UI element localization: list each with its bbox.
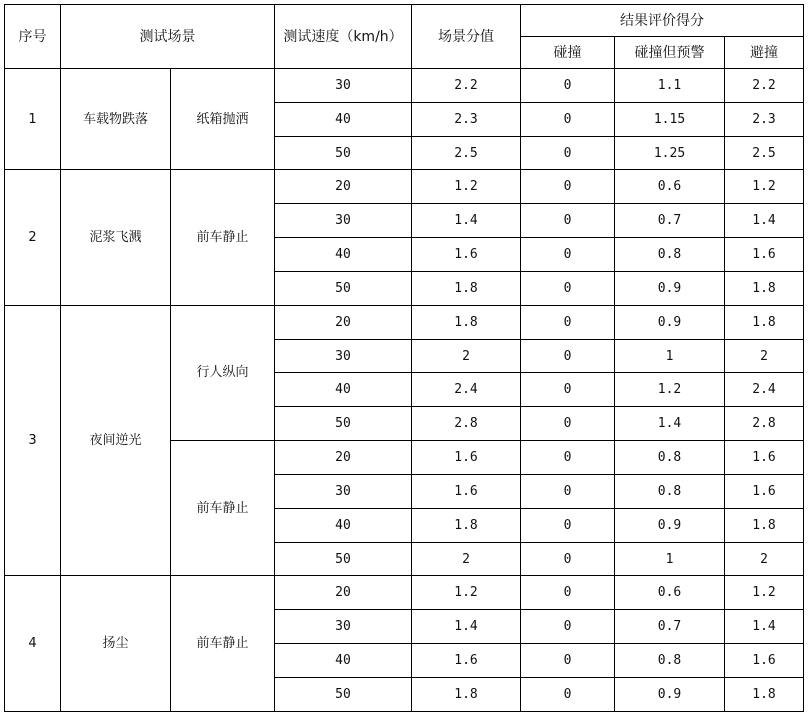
cell-sub-scenario: 前车静止 (171, 170, 275, 305)
cell-avoid: 2.2 (725, 69, 804, 103)
cell-collision: 0 (521, 407, 615, 441)
cell-speed: 50 (275, 677, 412, 711)
cell-sub-scenario: 纸箱抛洒 (171, 69, 275, 170)
cell-speed: 30 (275, 339, 412, 373)
cell-collision-warning: 0.8 (615, 644, 725, 678)
cell-collision-warning: 1.2 (615, 373, 725, 407)
table-row (5, 69, 804, 103)
cell-collision-warning: 1 (615, 339, 725, 373)
cell-collision-warning: 0.8 (615, 441, 725, 475)
cell-scenario-score: 1.6 (412, 474, 521, 508)
cell-speed: 50 (275, 407, 412, 441)
cell-speed: 40 (275, 102, 412, 136)
cell-scenario-score: 1.2 (412, 170, 521, 204)
cell-collision: 0 (521, 339, 615, 373)
cell-speed: 40 (275, 508, 412, 542)
cell-index: 2 (5, 170, 61, 305)
cell-avoid: 1.4 (725, 204, 804, 238)
cell-avoid: 1.6 (725, 238, 804, 272)
cell-avoid: 2.3 (725, 102, 804, 136)
cell-sub-scenario: 前车静止 (171, 441, 275, 576)
cell-avoid: 1.6 (725, 644, 804, 678)
cell-collision: 0 (521, 238, 615, 272)
cell-scenario-score: 2.4 (412, 373, 521, 407)
cell-collision-warning: 0.9 (615, 305, 725, 339)
cell-scenario-score: 1.8 (412, 271, 521, 305)
cell-speed: 20 (275, 305, 412, 339)
cell-collision: 0 (521, 102, 615, 136)
cell-avoid: 2.5 (725, 136, 804, 170)
cell-scenario-score: 1.2 (412, 576, 521, 610)
header-collision: 碰撞 (521, 37, 615, 69)
cell-scenario-score: 1.4 (412, 204, 521, 238)
cell-scenario-score: 1.4 (412, 610, 521, 644)
cell-sub-scenario: 前车静止 (171, 576, 275, 712)
cell-collision-warning: 0.9 (615, 271, 725, 305)
cell-collision: 0 (521, 373, 615, 407)
cell-collision-warning: 1.15 (615, 102, 725, 136)
cell-collision-warning: 0.8 (615, 238, 725, 272)
cell-collision: 0 (521, 542, 615, 576)
cell-collision: 0 (521, 69, 615, 103)
cell-collision-warning: 0.7 (615, 610, 725, 644)
cell-speed: 30 (275, 474, 412, 508)
cell-scenario-score: 1.8 (412, 508, 521, 542)
cell-avoid: 1.8 (725, 677, 804, 711)
cell-scenario-score: 2.2 (412, 69, 521, 103)
cell-avoid: 1.6 (725, 474, 804, 508)
cell-index: 1 (5, 69, 61, 170)
cell-collision: 0 (521, 644, 615, 678)
header-speed: 测试速度（km/h） (275, 5, 412, 69)
cell-collision-warning: 1.1 (615, 69, 725, 103)
cell-collision-warning: 0.6 (615, 576, 725, 610)
cell-speed: 30 (275, 610, 412, 644)
cell-scenario-score: 1.8 (412, 677, 521, 711)
cell-scenario: 泥浆飞溅 (61, 170, 171, 305)
cell-avoid: 2.4 (725, 373, 804, 407)
cell-collision: 0 (521, 576, 615, 610)
cell-scenario-score: 1.6 (412, 441, 521, 475)
cell-speed: 30 (275, 204, 412, 238)
cell-collision: 0 (521, 610, 615, 644)
cell-sub-scenario: 行人纵向 (171, 305, 275, 440)
cell-index: 4 (5, 576, 61, 712)
header-result-group: 结果评价得分 (521, 5, 804, 37)
cell-avoid: 2.8 (725, 407, 804, 441)
cell-avoid: 1.2 (725, 170, 804, 204)
cell-index: 3 (5, 305, 61, 576)
cell-avoid: 1.2 (725, 576, 804, 610)
cell-collision: 0 (521, 271, 615, 305)
cell-scenario: 车载物跌落 (61, 69, 171, 170)
table-body (5, 69, 804, 712)
cell-collision: 0 (521, 305, 615, 339)
cell-scenario-score: 2.3 (412, 102, 521, 136)
cell-speed: 50 (275, 271, 412, 305)
cell-scenario: 夜间逆光 (61, 305, 171, 576)
table-row (5, 170, 804, 204)
cell-scenario-score: 2 (412, 542, 521, 576)
cell-avoid: 1.6 (725, 441, 804, 475)
cell-collision-warning: 0.8 (615, 474, 725, 508)
cell-speed: 50 (275, 542, 412, 576)
scenario-score-table (4, 4, 804, 712)
cell-collision-warning: 0.6 (615, 170, 725, 204)
cell-avoid: 1.8 (725, 305, 804, 339)
header-row-1 (5, 5, 804, 37)
cell-speed: 40 (275, 644, 412, 678)
cell-speed: 20 (275, 170, 412, 204)
table-row (5, 576, 804, 610)
cell-scenario: 扬尘 (61, 576, 171, 712)
cell-collision: 0 (521, 170, 615, 204)
header-avoid: 避撞 (725, 37, 804, 69)
cell-avoid: 2 (725, 542, 804, 576)
cell-collision-warning: 1.25 (615, 136, 725, 170)
cell-collision-warning: 0.9 (615, 677, 725, 711)
table-row (5, 305, 804, 339)
cell-collision-warning: 0.7 (615, 204, 725, 238)
cell-scenario-score: 1.6 (412, 238, 521, 272)
cell-collision: 0 (521, 474, 615, 508)
cell-speed: 40 (275, 238, 412, 272)
header-index: 序号 (5, 5, 61, 69)
cell-speed: 30 (275, 69, 412, 103)
cell-collision-warning: 0.9 (615, 508, 725, 542)
header-scenario-score: 场景分值 (412, 5, 521, 69)
cell-collision-warning: 1.4 (615, 407, 725, 441)
cell-collision-warning: 1 (615, 542, 725, 576)
cell-speed: 20 (275, 576, 412, 610)
cell-scenario-score: 2 (412, 339, 521, 373)
cell-collision: 0 (521, 677, 615, 711)
cell-collision: 0 (521, 204, 615, 238)
cell-scenario-score: 1.8 (412, 305, 521, 339)
cell-collision: 0 (521, 136, 615, 170)
header-scenario: 测试场景 (61, 5, 275, 69)
cell-avoid: 1.8 (725, 508, 804, 542)
cell-speed: 20 (275, 441, 412, 475)
cell-scenario-score: 2.5 (412, 136, 521, 170)
header-collision-warning: 碰撞但预警 (615, 37, 725, 69)
cell-speed: 50 (275, 136, 412, 170)
cell-speed: 40 (275, 373, 412, 407)
cell-collision: 0 (521, 441, 615, 475)
cell-scenario-score: 2.8 (412, 407, 521, 441)
cell-avoid: 2 (725, 339, 804, 373)
cell-avoid: 1.4 (725, 610, 804, 644)
cell-collision: 0 (521, 508, 615, 542)
cell-avoid: 1.8 (725, 271, 804, 305)
cell-scenario-score: 1.6 (412, 644, 521, 678)
